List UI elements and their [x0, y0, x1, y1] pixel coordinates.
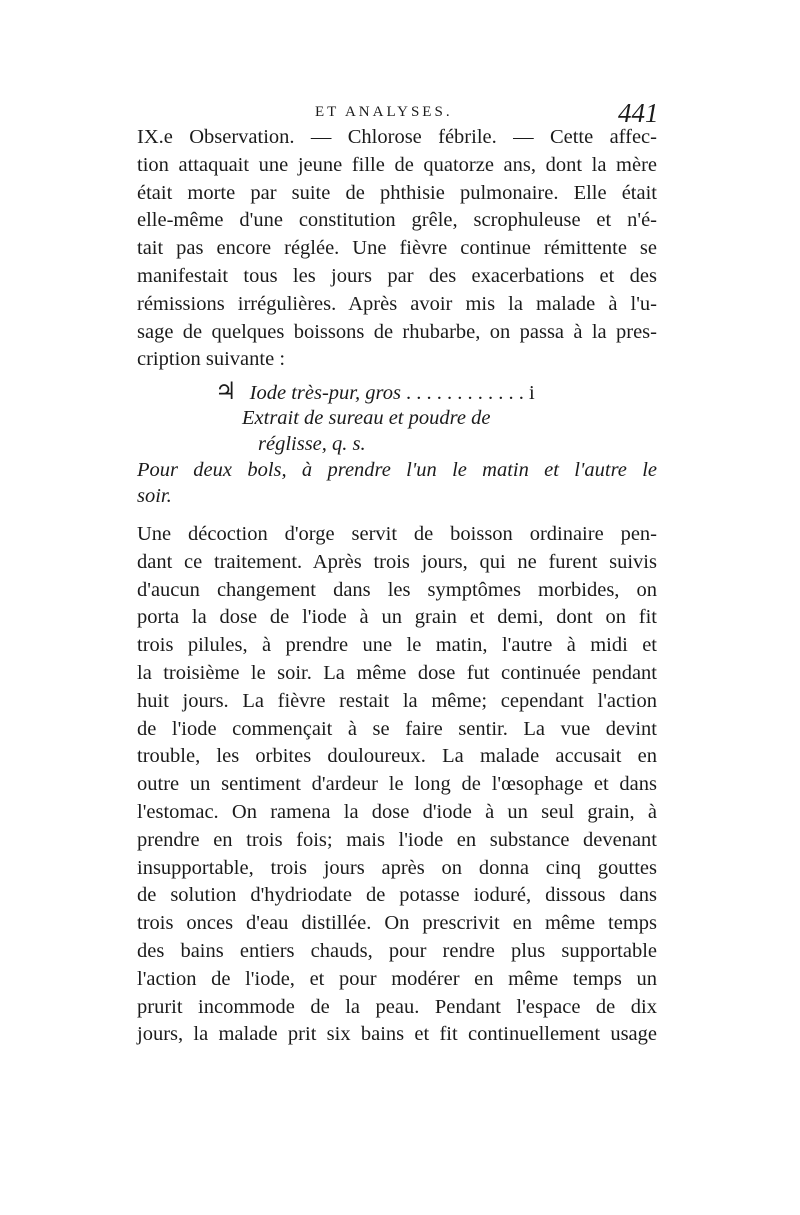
prescription-ingredient: Iode très-pur, gros: [249, 382, 401, 404]
text-line: était morte par suite de phthisie pulmonaire. Elle était: [137, 181, 657, 204]
text-line: l'estomac. On ramena la dose d'iode à un seul grain, à: [137, 800, 657, 823]
text-line: de solution d'hydriodate de potasse ioduré, dissous dans: [137, 884, 657, 907]
text-line: des bains entiers chauds, pour rendre plus supportable: [137, 939, 657, 962]
text-line: cription suivante :: [137, 348, 286, 371]
text-line: Une décoction d'orge servit de boisson ordinaire pen-: [137, 523, 657, 545]
text-line: trois pilules, à prendre une le matin, l'autre à midi et: [137, 634, 657, 657]
text-line: IX.e Observation. — Chlorose fébrile. — Cette affec-: [137, 126, 657, 148]
text-line: rémissions irrégulières. Après avoir mis la malade à l'u-: [137, 292, 657, 315]
paragraph-treatment: [137, 521, 657, 1049]
text-line: de l'iode commençait à se faire sentir. La vue devint: [137, 717, 657, 740]
prescription-block: [137, 379, 657, 509]
prescription-directions: soir.: [137, 485, 172, 507]
text-line: d'aucun changement dans les symptômes morbides, on: [137, 578, 657, 601]
recipe-symbol-icon: ♃: [215, 379, 237, 405]
text-line: tion attaquait une jeune fille de quatorze ans, dont la mère: [137, 153, 657, 176]
text-line: outre un sentiment d'ardeur le long de l'œsophage et dans: [137, 773, 657, 796]
text-line: prendre en trois fois; mais l'iode en substance devenant: [137, 828, 657, 851]
prescription-quantity: i: [529, 382, 535, 404]
text-line: trouble, les orbites douloureux. La malade accusait en: [137, 745, 657, 768]
text-line: huit jours. La fièvre restait la même; cependant l'action: [137, 689, 657, 712]
text-line: manifestait tous les jours par des exacerbations et des: [137, 264, 657, 287]
text-line: trois onces d'eau distillée. On prescrivit en même temps: [137, 912, 657, 935]
text-line: sage de quelques boissons de rhubarbe, on passa à la pres-: [137, 320, 657, 343]
page-number: 441: [618, 98, 659, 128]
text-line: dant ce traitement. Après trois jours, qui ne furent suivis: [137, 550, 657, 573]
prescription-item: Extrait de sureau et poudre de: [242, 407, 491, 429]
text-line: porta la dose de l'iode à un grain et demi, dont on fit: [137, 606, 657, 629]
text-line: insupportable, trois jours après on donna cinq gouttes: [137, 856, 657, 879]
text-line: tait pas encore réglée. Une fièvre continue rémittente se: [137, 237, 657, 260]
text-line: elle-même d'une constitution grêle, scrophuleuse et n'é-: [137, 209, 657, 232]
text-line: la troisième le soir. La même dose fut continuée pendant: [137, 661, 657, 684]
text-line: jours, la malade prit six bains et fit continuellement usage: [137, 1023, 657, 1046]
text-line: l'action de l'iode, et pour modérer en même temps un: [137, 967, 657, 990]
leader-dots: . . . . . . . . . . . .: [406, 382, 524, 404]
paragraph-observation: [137, 124, 657, 374]
prescription-item: [137, 379, 657, 405]
text-line: prurit incommode de la peau. Pendant l'espace de dix: [137, 995, 657, 1018]
prescription-item: réglisse, q. s.: [258, 433, 366, 455]
running-title: ET ANALYSES.: [315, 104, 453, 120]
prescription-directions: Pour deux bols, à prendre l'un le matin et l'autre le: [137, 459, 657, 481]
